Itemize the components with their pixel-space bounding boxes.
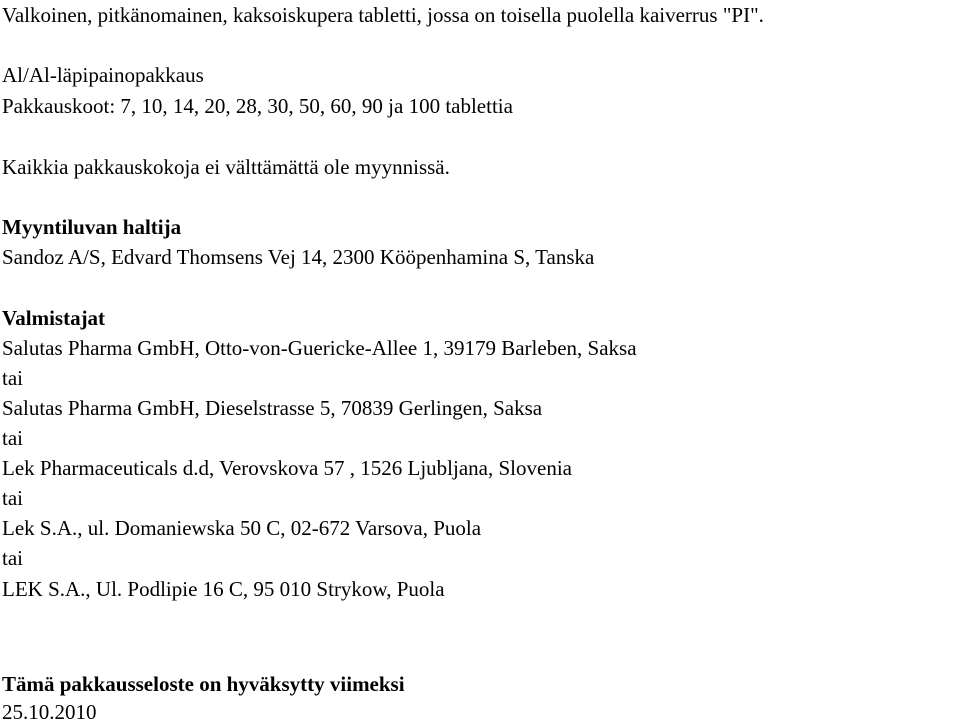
manufacturer-separator: tai: [2, 426, 23, 450]
manufacturer-entry: Lek Pharmaceuticals d.d, Verovskova 57 , 1526 Ljubljana, Slovenia: [2, 456, 572, 480]
availability-note: Kaikkia pakkauskokoja ei välttämättä ole myynnissä.: [2, 155, 450, 179]
manufacturer-separator: tai: [2, 486, 23, 510]
manufacturer-entry: Salutas Pharma GmbH, Dieselstrasse 5, 70839 Gerlingen, Saksa: [2, 396, 543, 420]
holder-heading: Myyntiluvan haltija: [2, 215, 182, 239]
approval-heading: Tämä pakkausseloste on hyväksytty viimeksi: [2, 672, 405, 696]
tablet-description: Valkoinen, pitkänomainen, kaksoiskupera tabletti, jossa on toisella puolella kaiverrus "PI".: [2, 3, 764, 27]
manufacturer-entry: LEK S.A., Ul. Podlipie 16 C, 95 010 Strykow, Puola: [2, 577, 445, 601]
manufacturers-heading: Valmistajat: [2, 306, 106, 330]
packaging-type: Al/Al-läpipainopakkaus: [2, 63, 204, 87]
manufacturer-separator: tai: [2, 546, 23, 570]
approval-date: 25.10.2010: [2, 700, 97, 724]
holder-address: Sandoz A/S, Edvard Thomsens Vej 14, 2300 Kööpenhamina S, Tanska: [2, 245, 595, 269]
manufacturer-separator: tai: [2, 366, 23, 390]
manufacturer-entry: Salutas Pharma GmbH, Otto-von-Guericke-Allee 1, 39179 Barleben, Saksa: [2, 336, 637, 360]
manufacturer-entry: Lek S.A., ul. Domaniewska 50 C, 02-672 Varsova, Puola: [2, 516, 482, 540]
pack-sizes: Pakkauskoot: 7, 10, 14, 20, 28, 30, 50, 60, 90 ja 100 tablettia: [2, 94, 513, 118]
